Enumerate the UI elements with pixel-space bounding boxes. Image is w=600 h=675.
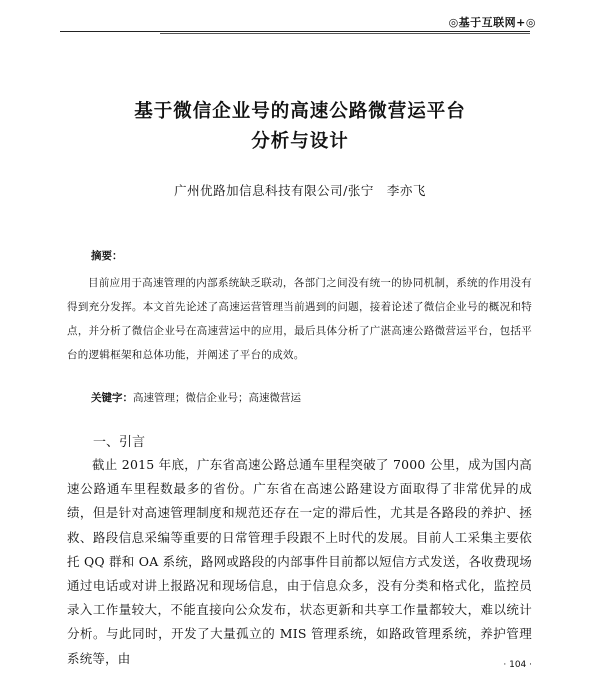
- abstract-text: 目前应用于高速管理的内部系统缺乏联动，各部门之间没有统一的协同机制，系统的作用没有得到充分发挥。本文首先论述了高速运营管理当前遇到的问题，接着论述了微信企业号的概况和特点，并分析了微信企业号在高速营运中的应用，最后具体分析了广湛高速公路微营运平台，包括平台的逻辑框架和总体功能，并阐述了平台的成效。: [67, 277, 532, 361]
- keywords-value: 高速管理；微信企业号；高速微营运: [133, 392, 301, 404]
- section-heading: 一、引言: [93, 435, 146, 450]
- section-body-text: 截止 2015 年底，广东省高速公路总通车里程突破了 7000 公里，成为国内高速公路通车里程数最多的省份。广东省在高速公路建设方面取得了非常优异的成绩，但是针对高速管理制度和规范还存在一定的滞后性，尤其是各路段的养护、拯救、路段信息采编等重要的日常管理手段跟不上时代的发展。目前人工采集主要依托 QQ 群和 OA 系统，路网或路段的内部事件目前都以短信方式发送，各收费现场通过电话或对讲上报路况和现场信息，由于信息众多，没有分类和格式化，监控员录入工作量较大，不能直接向公众发布，状态更新和共享工作量都较大，难以统计分析。与此同时，开发了大量孤立的 MIS 管理系统，如路政管理系统，养护管理系统等，由: [67, 457, 532, 666]
- keywords-label: 关键字：: [91, 392, 133, 404]
- header-rule: [60, 31, 530, 32]
- column-tag: ◎基于互联网+◎: [448, 16, 536, 29]
- page-number: · 104 ·: [503, 660, 532, 670]
- abstract-label: 摘要：: [91, 250, 123, 262]
- header-rule-thin: [160, 33, 530, 34]
- article-title-line1: 基于微信企业号的高速公路微营运平台: [134, 101, 466, 122]
- keywords-line: [91, 390, 301, 405]
- article-authors: 广州优路加信息科技有限公司/张宁 李亦飞: [174, 183, 426, 198]
- article-title-line2: 分析与设计: [251, 131, 349, 152]
